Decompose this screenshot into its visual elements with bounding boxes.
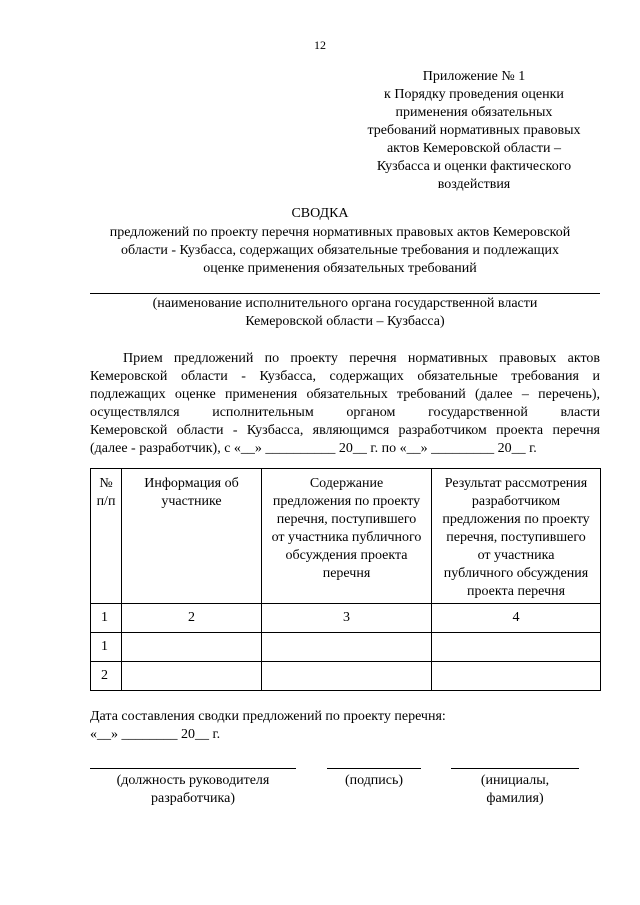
caption-line: (инициалы, <box>480 773 550 788</box>
proposals-table <box>90 468 601 691</box>
appendix-line: актов Кемеровской области – <box>386 141 562 156</box>
appendix-line: к Порядку проведения оценки <box>384 87 564 102</box>
header-review-result: Результат рассмотрения разработчиком предложения по проекту перечня, поступившего от участника публичного обсуждения проекта перечня <box>432 469 601 604</box>
table-cell <box>432 633 601 662</box>
page-number: 12 <box>314 38 326 52</box>
intro-paragraph <box>90 350 600 458</box>
subtitle-line: области - Кузбасса, содержащих обязательные требования и подлежащих <box>121 243 559 258</box>
appendix-line: Кузбасса и оценки фактического <box>376 159 572 174</box>
intro-line: Кемеровской области - Кузбасса, содержащих обязательные требования и <box>90 369 600 384</box>
appendix-line: воздействия <box>437 177 511 192</box>
table-cell <box>432 662 601 691</box>
appendix-line: Приложение № 1 <box>422 69 526 84</box>
name-blank-line <box>451 768 579 769</box>
compile-date-value: «__» ________ 20__ г. <box>90 727 221 742</box>
caption-line: (должность руководителя <box>116 773 270 788</box>
row-number: 1 <box>91 633 122 662</box>
name-caption <box>445 772 585 808</box>
column-number: 3 <box>262 604 432 633</box>
org-name-caption <box>90 295 600 331</box>
row-number: 2 <box>91 662 122 691</box>
column-number: 4 <box>432 604 601 633</box>
intro-line: осуществлялся исполнительным органом государственной власти <box>90 405 600 420</box>
table-cell <box>122 633 262 662</box>
document-title: СВОДКА <box>291 206 349 221</box>
table-cell <box>262 633 432 662</box>
column-number: 2 <box>122 604 262 633</box>
table-row <box>91 633 601 662</box>
intro-line: Кемеровской области - Кузбасса, являющимся разработчиком проекта перечня <box>90 423 600 438</box>
signature-blank-line <box>327 768 421 769</box>
appendix-line: требований нормативных правовых <box>367 123 581 138</box>
org-name-blank-line <box>90 293 600 294</box>
position-blank-line <box>90 768 296 769</box>
signature-caption <box>310 772 438 790</box>
column-number: 1 <box>91 604 122 633</box>
caption-line: (подпись) <box>344 773 404 788</box>
org-caption-line: (наименование исполнительного органа государственной власти <box>152 296 538 311</box>
table-column-numbers-row <box>91 604 601 633</box>
table-cell <box>262 662 432 691</box>
appendix-line: применения обязательных <box>395 105 553 120</box>
appendix-header <box>340 68 608 194</box>
caption-line: фамилия) <box>486 791 544 806</box>
table-cell <box>122 662 262 691</box>
table-header-row <box>91 469 601 604</box>
caption-line: разработчика) <box>150 791 235 806</box>
document-subtitle <box>80 224 600 278</box>
org-caption-line: Кемеровской области – Кузбасса) <box>245 314 445 329</box>
header-number: № п/п <box>91 469 122 604</box>
header-participant-info: Информация об участнике <box>122 469 262 604</box>
header-proposal-content: Содержание предложения по проекту перечня, поступившего от участника публичного обсуждения проекта перечня <box>262 469 432 604</box>
subtitle-line: оценке применения обязательных требований <box>203 261 477 276</box>
compile-date-label: Дата составления сводки предложений по проекту перечня: <box>90 709 446 724</box>
intro-line: (далее - разработчик), с «__» __________ 20__ г. по «__» _________ 20__ г. <box>90 441 537 456</box>
position-caption <box>90 772 296 808</box>
intro-line: подлежащих оценке применения обязательных требований (далее – перечень), <box>90 387 600 402</box>
subtitle-line: предложений по проекту перечня нормативных правовых актов Кемеровской <box>109 225 571 240</box>
intro-line: Прием предложений по проекту перечня нормативных правовых актов <box>123 351 600 366</box>
table-row <box>91 662 601 691</box>
